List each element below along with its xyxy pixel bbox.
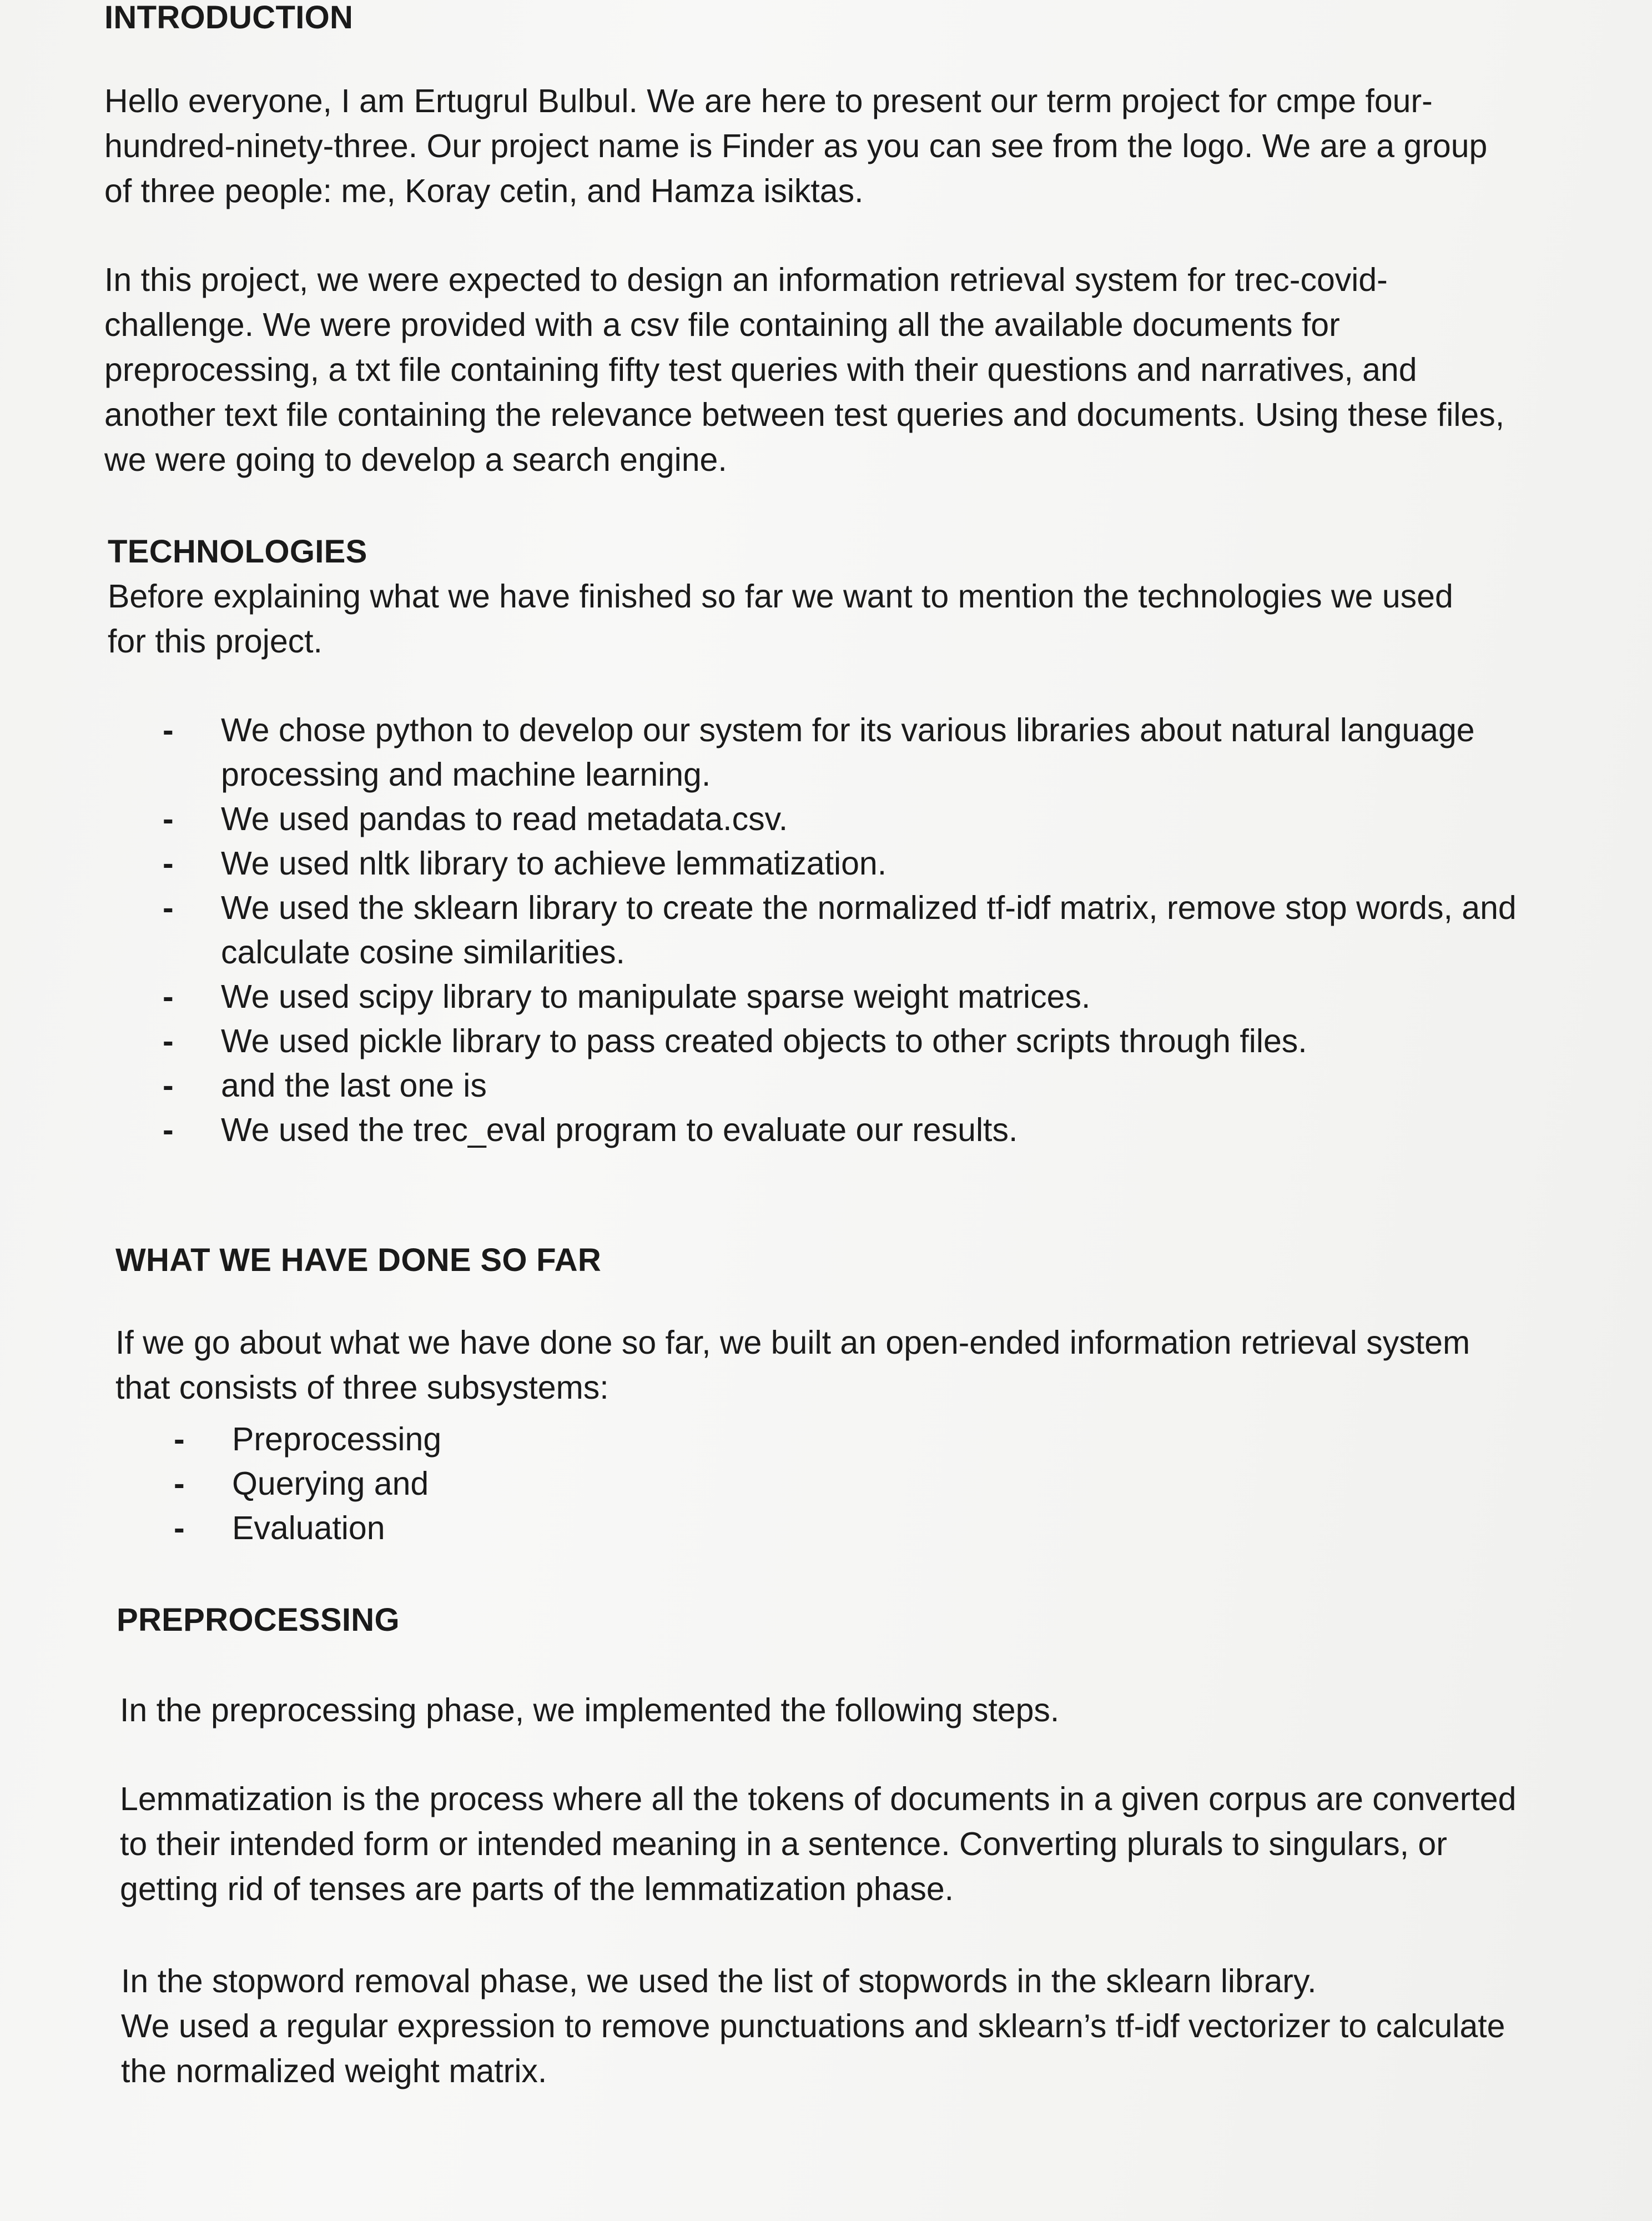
subsystems-list [115, 1417, 1564, 1550]
list-item: - We used nltk library to achieve lemmatization. [221, 841, 1631, 886]
list-item: - We used pandas to read metadata.csv. [221, 797, 1631, 841]
done-so-far-heading: WHAT WE HAVE DONE SO FAR [115, 1242, 602, 1278]
preprocessing-paragraph-3-line-2: We used a regular expression to remove punctuations and sklearn’s tf-idf vectorizer to calculate the normalized weight matrix. [121, 2008, 1505, 2089]
list-item: - We chose python to develop our system for its various libraries about natural language processing and machine learning. [221, 708, 1631, 797]
list-item: - We used the trec_eval program to evaluate our results. [221, 1108, 1631, 1152]
technologies-heading: TECHNOLOGIES [108, 534, 367, 570]
list-item: - Querying and [232, 1461, 1564, 1506]
introduction-heading: INTRODUCTION [104, 0, 354, 36]
list-item: - We used the sklearn library to create the normalized tf-idf matrix, remove stop words, and calculate cosine similarities. [221, 886, 1631, 974]
preprocessing-heading: PREPROCESSING [117, 1602, 400, 1638]
list-item: - Evaluation [232, 1506, 1564, 1550]
list-item: - We used scipy library to manipulate sparse weight matrices. [221, 974, 1631, 1019]
technologies-list [104, 708, 1631, 1152]
preprocessing-paragraph-2: Lemmatization is the process where all the tokens of documents in a given corpus are converted to their intended form or intended meaning in a sentence. Converting plurals to singulars, or getting rid of tenses are parts of the lemmatization phase. [120, 1781, 1517, 1907]
introduction-paragraph-2: In this project, we were expected to design an information retrieval system for trec-covid-challenge. We were provided with a csv file containing all the available documents for preprocessing, a txt file containing fifty test queries with their questions and narratives, and another text file containing the relevance between test queries and documents. Using these files, we were going to develop a search engine. [104, 262, 1505, 478]
done-so-far-paragraph: If we go about what we have done so far, we built an open-ended information retrieval system that consists of three subsystems: [115, 1324, 1470, 1406]
list-item: - Preprocessing [232, 1417, 1564, 1461]
preprocessing-paragraph-1: In the preprocessing phase, we implemented the following steps. [120, 1692, 1060, 1728]
list-item: - We used pickle library to pass created objects to other scripts through files. [221, 1019, 1631, 1063]
preprocessing-paragraph-3-line-1: In the stopword removal phase, we used the list of stopwords in the sklearn library. [121, 1963, 1317, 1999]
list-item: - and the last one is [221, 1063, 1631, 1108]
introduction-paragraph-1: Hello everyone, I am Ertugrul Bulbul. We are here to present our term project for cmpe four-hundred-ninety-three. Our project name is Finder as you can see from the logo. We are a group of three people: me, Koray cetin, and Hamza isiktas. [104, 83, 1488, 209]
preprocessing-paragraph-3 [121, 1959, 1531, 2094]
technologies-paragraph: Before explaining what we have finished so far we want to mention the technologies we used for this project. [108, 578, 1453, 660]
